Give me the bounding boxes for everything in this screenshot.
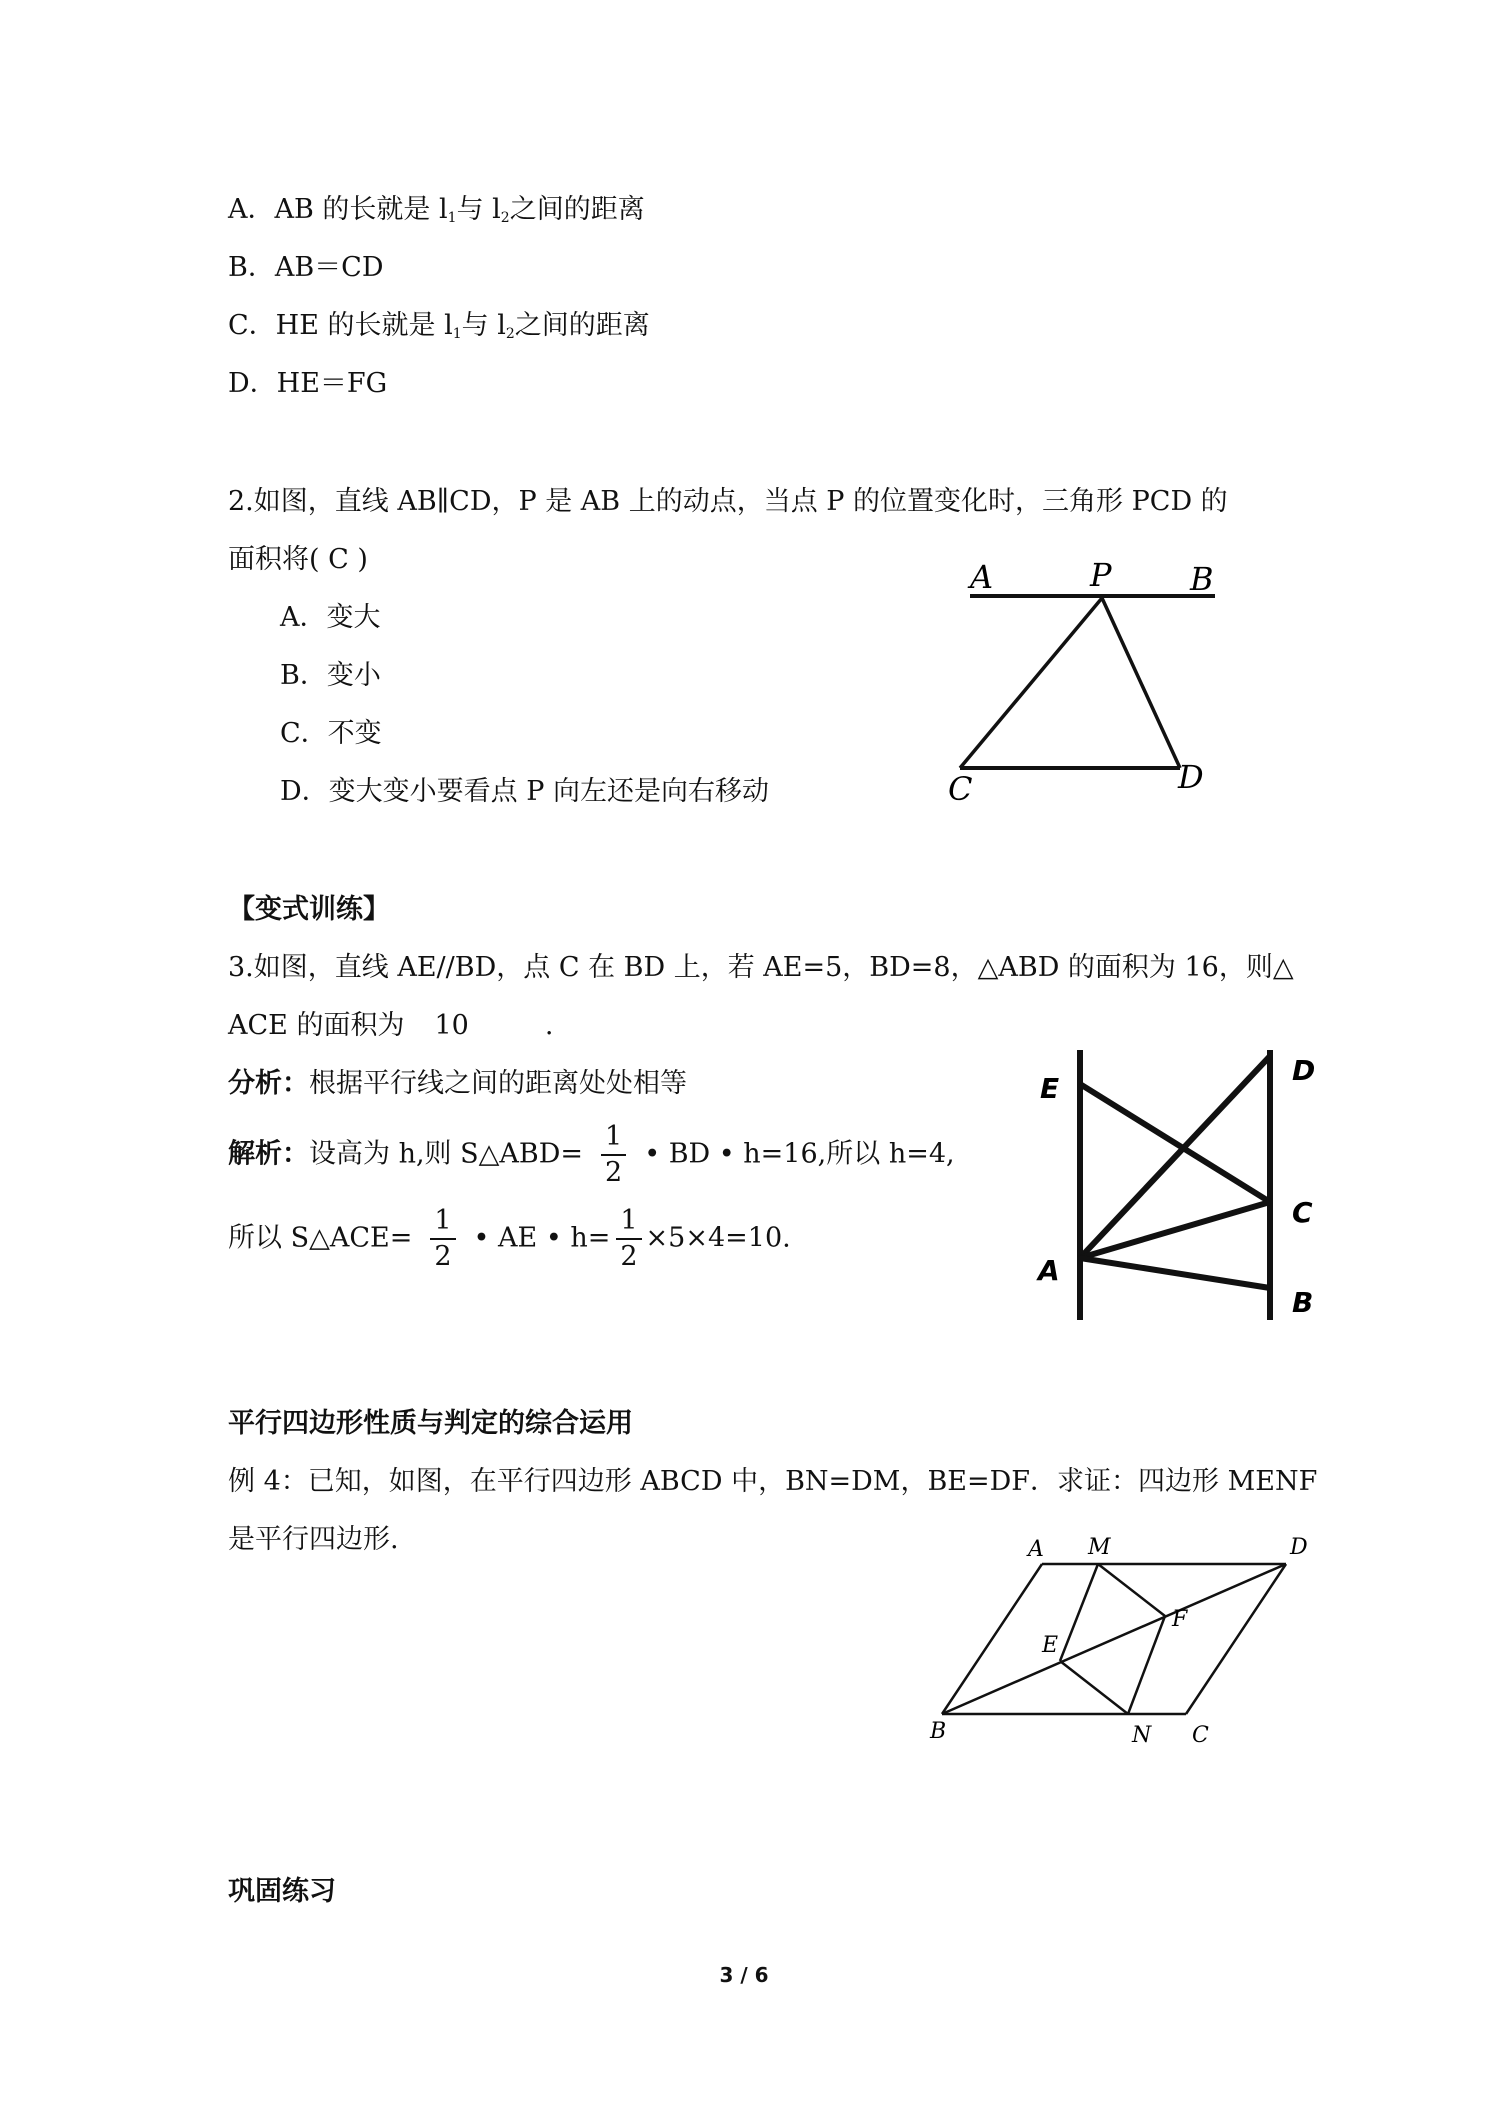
label-c: C — [948, 770, 973, 808]
seg-en — [1060, 1661, 1128, 1714]
label-a: A — [1038, 1254, 1060, 1287]
analysis-label: 分析： — [228, 1068, 309, 1099]
q2-option-a: A．变大 — [280, 602, 381, 633]
label-b: B — [1292, 1286, 1314, 1319]
label-a: A — [1028, 1537, 1044, 1562]
solution-line2: 所以 S△ACE= $\frac{1}{2}$ • AE • h= $\frac{1}{2}$ ×5×4=10. — [228, 1205, 791, 1272]
label-d: D — [1292, 1054, 1316, 1087]
q1-option-b: B．AB＝CD — [228, 252, 384, 283]
q1-option-c: C．HE 的长就是 $l_1$与 $l_2$之间的距离 — [228, 310, 650, 342]
label-a: A — [970, 558, 994, 596]
analysis-line: 分析：根据平行线之间的距离处处相等 — [228, 1068, 687, 1099]
label-b: B — [930, 1719, 947, 1744]
page-number: 3 / 6 — [719, 1963, 769, 1987]
variant-heading: 【变式训练】 — [228, 894, 390, 925]
practice-heading: 巩固练习 — [228, 1876, 336, 1907]
fraction-half: $\frac{1}{2}$ — [601, 1120, 626, 1190]
label-f: F — [1172, 1607, 1188, 1632]
example4-line1: 例 4：已知，如图，在平行四边形 ABCD 中，BN=DM，BE=DF．求证：四边形 MENF — [228, 1466, 1318, 1497]
q3-stem-line1: 3.如图，直线 AE//BD，点 C 在 BD 上，若 AE=5，BD=8，△ABD 的面积为 16，则△ — [228, 952, 1294, 983]
seg-me — [1060, 1564, 1098, 1661]
label-d: D — [1290, 1535, 1308, 1560]
q2-option-b: B．变小 — [280, 660, 381, 691]
label-m: M — [1088, 1535, 1111, 1560]
q1-option-a: A．AB 的长就是 $l_1$与 $l_2$之间的距离 — [228, 194, 645, 226]
example4-line2: 是平行四边形. — [228, 1524, 399, 1555]
label-e: E — [1042, 1633, 1059, 1658]
q2-stem-line1: 2.如图，直线 AB∥CD，P 是 AB 上的动点，当点 P 的位置变化时，三角形 PCD 的 — [228, 486, 1228, 517]
label-c: C — [1292, 1196, 1313, 1229]
fraction-half: $\frac{1}{2}$ — [430, 1204, 455, 1274]
seg-mf — [1098, 1564, 1165, 1616]
solution-label: 解析： — [228, 1138, 309, 1170]
q3-answer: 10 — [434, 1010, 469, 1041]
label-c: C — [1192, 1723, 1209, 1748]
q2-triangle-figure — [940, 548, 1240, 818]
fraction-half: $\frac{1}{2}$ — [616, 1204, 641, 1274]
label-d: D — [1178, 758, 1204, 796]
q2-stem-line2: 面积将( C ) — [228, 544, 368, 575]
seg-ab — [1080, 1258, 1270, 1288]
side-pc — [960, 598, 1102, 768]
label-p: P — [1090, 556, 1112, 594]
side-pd — [1102, 598, 1180, 768]
q1-option-d: D．HE＝FG — [228, 368, 388, 399]
q3-figure — [1030, 1040, 1330, 1330]
diagonal-bd — [942, 1564, 1286, 1714]
q3-stem-line2: ACE 的面积为 10 . — [228, 1010, 554, 1041]
label-b: B — [1190, 560, 1214, 598]
label-e: E — [1040, 1072, 1060, 1105]
solution-line: 解析：设高为 h,则 S△ABD= $\frac{1}{2}$ • BD • h=16,所以 h=4, — [228, 1121, 955, 1188]
label-n: N — [1132, 1723, 1152, 1748]
seg-ec — [1080, 1084, 1270, 1202]
q2-option-d: D．变大变小要看点 P 向左还是向右移动 — [280, 776, 769, 807]
parallelogram-figure — [920, 1528, 1330, 1748]
q2-option-c: C．不变 — [280, 718, 382, 749]
section-heading: 平行四边形性质与判定的综合运用 — [228, 1408, 633, 1439]
